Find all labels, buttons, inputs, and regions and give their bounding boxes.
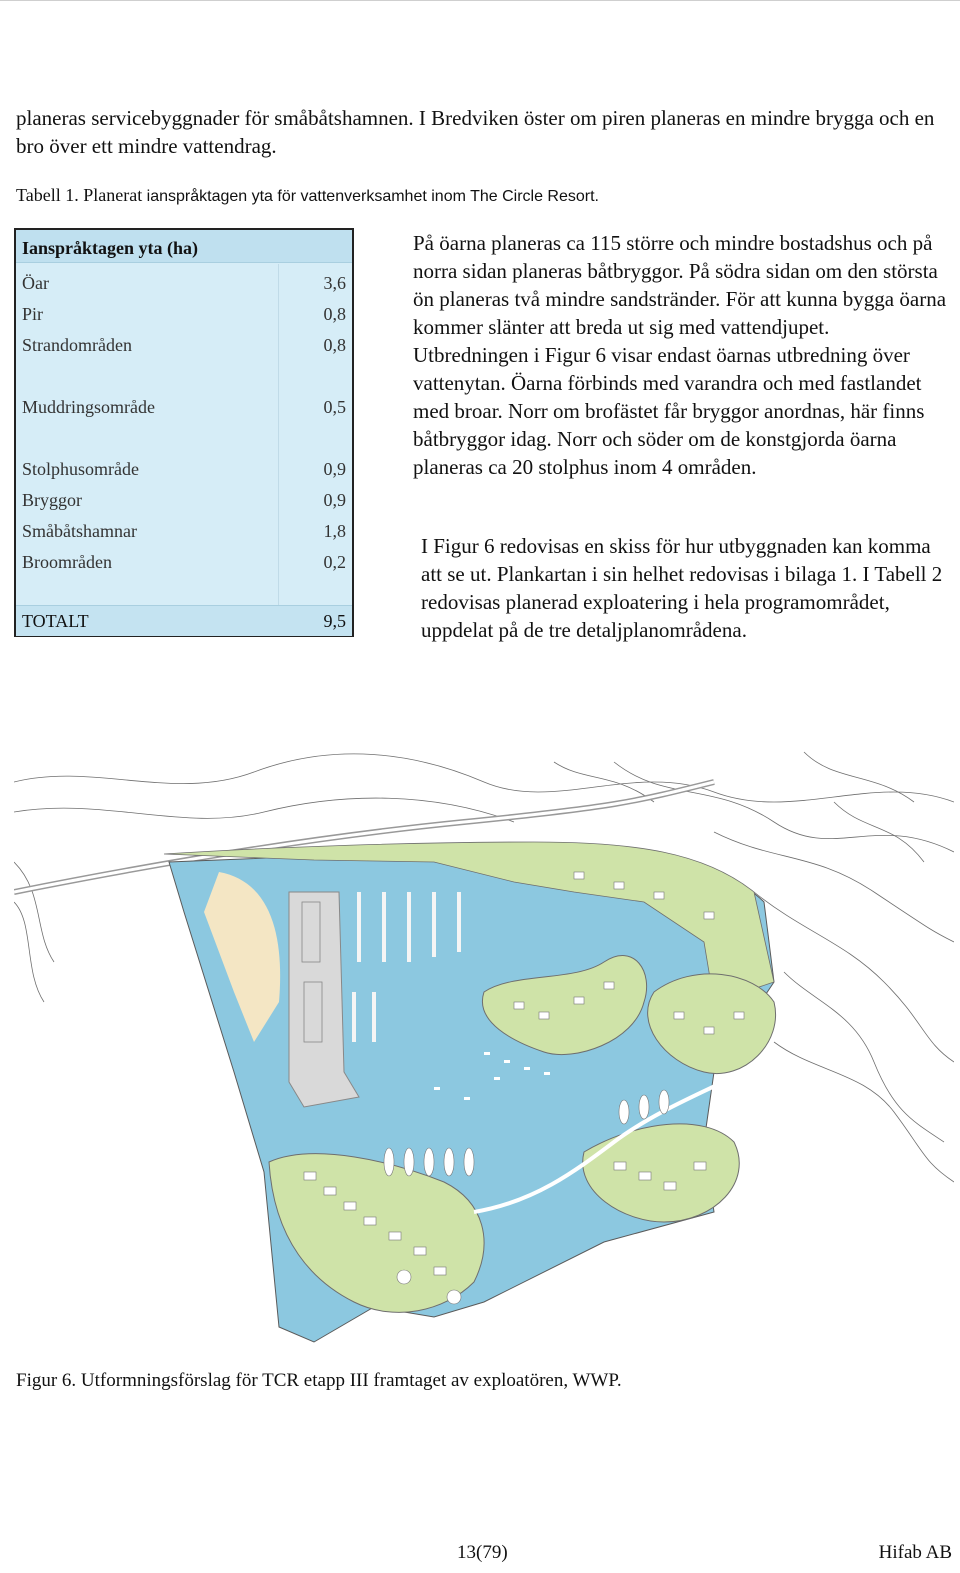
top-rule	[0, 0, 960, 1]
row-label: Bryggor	[22, 490, 82, 510]
row-value: 3,6	[323, 273, 346, 293]
row-label: Pir	[22, 304, 44, 324]
figure-caption: Figur 6. Utformningsförslag för TCR etapp III framtaget av exploatören, WWP.	[16, 1370, 622, 1391]
row-label: Stolphusområde	[22, 459, 139, 479]
row-value: 0,8	[323, 335, 346, 355]
table-header: Ianspråktagen yta (ha)	[16, 230, 352, 263]
row-value: 0,9	[323, 459, 346, 479]
page-number: 13(79)	[457, 1542, 508, 1563]
row-value: 0,9	[323, 490, 346, 510]
row-label: Strandområden	[22, 335, 132, 355]
table-row	[16, 516, 352, 546]
row-value: 0,2	[323, 552, 346, 572]
table-total-row	[16, 605, 352, 636]
row-label: Småbåtshamnar	[22, 521, 137, 541]
table-row	[16, 485, 352, 515]
total-label: TOTALT	[22, 611, 89, 631]
row-value: 0,8	[323, 304, 346, 324]
row-label: Öar	[22, 273, 49, 293]
table-row	[16, 547, 352, 577]
intro-paragraph: planeras servicebyggnader för småbåtshamnen. I Bredviken öster om piren planeras en mindre brygga och en bro över ett mindre vattendrag.	[16, 106, 935, 158]
total-value: 9,5	[323, 611, 346, 631]
company-name: Hifab AB	[878, 1542, 952, 1563]
table-row	[16, 299, 352, 329]
table-row	[16, 454, 352, 484]
table-caption-rest: ianspråktagen yta för vattenverksamhet inom The Circle Resort.	[142, 188, 599, 205]
figure-reference-paragraph: I Figur 6 redovisas en skiss för hur utbyggnaden kan komma att se ut. Plankartan i sin helhet redovisas i bilaga 1. I Tabell 2 redovisas planerad exploatering i hela programområdet, uppdelat på de tre detaljplanområdena.	[421, 534, 943, 642]
row-label: Broområden	[22, 552, 112, 572]
table-row	[16, 392, 352, 422]
table-caption-prefix: Tabell 1. Planerat	[16, 185, 143, 205]
row-value: 0,5	[323, 397, 346, 417]
site-plan-map	[14, 742, 954, 1350]
table-row	[16, 268, 352, 298]
area-table	[14, 228, 354, 637]
table-caption	[16, 182, 599, 210]
table-row	[16, 330, 352, 360]
row-label: Muddringsområde	[22, 397, 155, 417]
row-value: 1,8	[323, 521, 346, 541]
islands-paragraph: På öarna planeras ca 115 större och mindre bostadshus och på norra sidan planeras båtbryggor. På södra sidan om den största ön planeras två mindre sandstränder. För att kunna bygga öarna kommer slänter att breda ut sig med vattendjupet. Utbredningen i Figur 6 visar endast öarnas utbredning över vattenytan. Öarna förbinds med varandra och med fastlandet med broar. Norr om brofästet får bryggor anordnas, här finns båtbryggor idag. Norr och söder om de konstgjorda öarna planeras ca 20 stolphus inom 4 områden.	[413, 231, 947, 479]
